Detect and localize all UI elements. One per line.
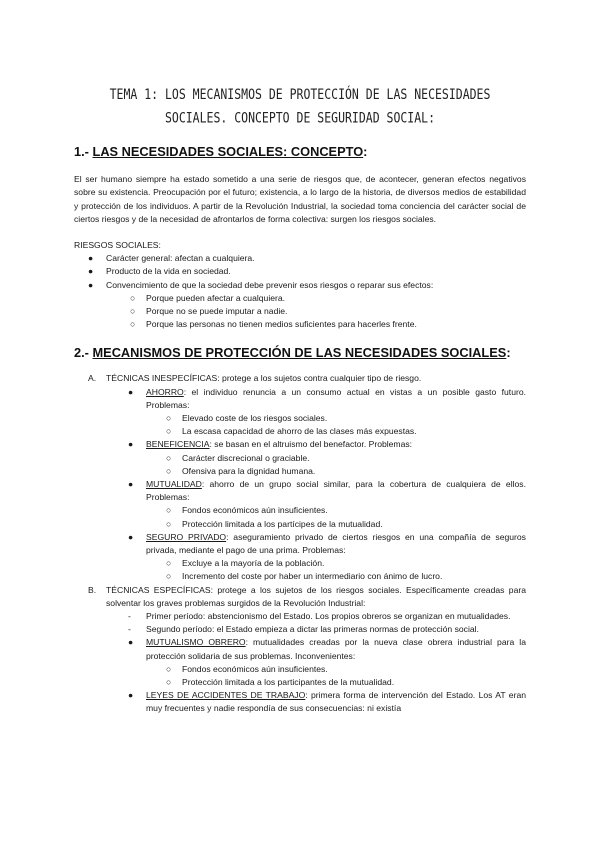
list-item <box>74 279 526 332</box>
list-item <box>146 663 526 676</box>
list-item <box>146 557 526 570</box>
section-1-heading <box>74 144 526 159</box>
risks-list <box>74 252 526 331</box>
sublist <box>146 557 526 583</box>
leyes-accidentes-text: : primera forma de intervención del Estado. Los AT eran muy frecuentes y nadie respondía de sus consecuencias: ni existía <box>146 690 527 714</box>
list-item-text: Carácter discrecional o graciable. <box>182 452 310 463</box>
list-item <box>74 292 526 305</box>
bullet-icon: ● <box>88 279 94 290</box>
dash-icon: - <box>128 624 131 635</box>
list-item <box>146 452 526 465</box>
list-item <box>146 465 526 478</box>
list-item-text: Porque no se puede imputar a nadie. <box>146 306 288 316</box>
circle-bullet-icon: ○ <box>166 663 172 674</box>
list-item-text: Fondos económicos aún insuficientes. <box>182 663 328 674</box>
list-item <box>146 570 526 583</box>
sublist <box>146 412 526 438</box>
bullet-icon: ● <box>128 637 134 648</box>
technique-b-text: TÉCNICAS ESPECÍFICAS: protege a los sujetos de los riesgos sociales. Específicamente creadas para solventar los graves problemas surgidos de la Revolución Industrial: <box>106 584 526 608</box>
circle-bullet-icon: ○ <box>166 413 172 424</box>
section-1-number: 1.- <box>74 144 93 159</box>
technique-b <box>74 584 526 716</box>
circle-bullet-icon: ○ <box>166 571 172 582</box>
dash-icon: - <box>128 611 131 622</box>
list-item <box>114 610 526 623</box>
section-1-paragraph: El ser humano siempre ha estado sometido a una serie de riesgos que, de acontecer, generan efectos negativos sobre su existencia. Preocupación por el futuro; existencia, a lo largo de la historia, de diversos medios de estabilidad y protección de los individuos. A partir de la Revolución Industrial, la sociedad toma conciencia del carácter social de ciertos riesgos y de la necesidad de afrontarlos de forma colectiva: surgen los riesgos sociales. <box>74 174 526 224</box>
section-2-colon: : <box>506 345 511 361</box>
list-item <box>114 623 526 636</box>
list-item <box>74 265 526 278</box>
section-1-title: LAS NECESIDADES SOCIALES: CONCEPTO <box>92 144 364 159</box>
list-item-text: Carácter general: afectan a cualquiera. <box>106 253 255 264</box>
list-item-text: La escasa capacidad de ahorro de las clases más expuestas. <box>182 426 417 437</box>
list-item <box>114 386 526 439</box>
beneficencia-term: BENEFICENCIA <box>146 439 210 450</box>
list-item <box>74 252 526 265</box>
list-item <box>146 425 526 438</box>
mutualidad-text: : ahorro de un grupo social similar, para la cobertura de cualquiera de ellos. Problemas: <box>146 479 526 503</box>
bullet-icon: ● <box>128 439 134 450</box>
section-2-title: MECANISMOS DE PROTECCIÓN DE LAS NECESIDADES SOCIALES <box>92 345 507 361</box>
technique-a-sublist <box>114 386 526 584</box>
list-item-text: Incremento del coste por haber un intermediario con ánimo de lucro. <box>182 571 443 582</box>
circle-bullet-icon: ○ <box>166 677 172 688</box>
list-item-text: Fondos económicos aún insuficientes. <box>182 505 328 516</box>
risks-list-title: RIESGOS SOCIALES: <box>74 240 161 251</box>
list-item-text: Elevado coste de los riesgos sociales. <box>182 413 328 424</box>
list-item-text: Convencimiento de que la sociedad debe prevenir esos riesgos o reparar sus efectos: <box>106 279 434 290</box>
technique-a-text: TÉCNICAS INESPECÍFICAS: protege a los sujetos contra cualquier tipo de riesgo. <box>106 373 422 384</box>
list-item <box>146 518 526 531</box>
list-item-text: Protección limitada a los partícipes de la mutualidad. <box>182 518 383 529</box>
circle-bullet-icon: ○ <box>130 306 136 316</box>
list-item-text: Protección limitada a los participantes de la mutualidad. <box>182 677 395 688</box>
list-item-text: Ofensiva para la dignidad humana. <box>182 465 316 476</box>
bullet-icon: ● <box>88 266 94 277</box>
letter-marker: A. <box>88 373 97 384</box>
list-item <box>114 531 526 584</box>
circle-bullet-icon: ○ <box>166 426 172 437</box>
circle-bullet-icon: ○ <box>166 505 172 516</box>
mutualidad-term: MUTUALIDAD <box>146 479 202 490</box>
letter-marker: B. <box>88 584 97 595</box>
list-item <box>146 504 526 517</box>
list-item-text: Primer período: abstencionismo del Estado. Los propios obreros se organizan en mutualidades. <box>146 611 511 622</box>
section-2-number: 2.- <box>74 345 93 361</box>
list-item <box>146 676 526 689</box>
sublist <box>146 504 526 530</box>
list-item-text: Porque las personas no tienen medios suficientes para hacerles frente. <box>146 319 417 330</box>
list-item <box>146 412 526 425</box>
bullet-icon: ● <box>88 253 94 264</box>
seguro-privado-text: : aseguramiento privado de ciertos riesgos en una compañía de seguros privada, mediante el pago de una prima. Problemas: <box>146 531 526 556</box>
technique-b-sublist <box>114 610 526 716</box>
section-1-colon: : <box>363 144 368 159</box>
techniques-list <box>74 372 526 715</box>
list-item <box>114 478 526 531</box>
circle-bullet-icon: ○ <box>166 465 172 476</box>
risks-sublist <box>74 292 526 332</box>
bullet-icon: ● <box>128 531 134 542</box>
mutualismo-obrero-term: MUTUALISMO OBRERO <box>146 637 246 648</box>
list-item <box>74 318 526 331</box>
circle-bullet-icon: ○ <box>130 292 136 303</box>
bullet-icon: ● <box>128 479 134 490</box>
sublist <box>146 452 526 478</box>
ahorro-term: AHORRO <box>146 386 184 397</box>
circle-bullet-icon: ○ <box>130 319 136 330</box>
list-item <box>74 305 526 318</box>
list-item-text: Excluye a la mayoría de la población. <box>182 558 325 569</box>
circle-bullet-icon: ○ <box>166 558 172 569</box>
list-item-text: Porque pueden afectar a cualquiera. <box>146 292 286 303</box>
beneficencia-text: : se basan en el altruismo del benefactor. Problemas: <box>209 439 413 450</box>
section-2-heading <box>74 345 526 360</box>
circle-bullet-icon: ○ <box>166 518 172 529</box>
document-title: TEMA 1: LOS MECANISMOS DE PROTECCIÓN DE LAS NECESIDADES SOCIALES. CONCEPTO DE SEGURIDAD SOCIAL: <box>109 85 491 127</box>
leyes-accidentes-term: LEYES DE ACCIDENTES DE TRABAJO <box>146 690 306 701</box>
list-item <box>114 438 526 478</box>
sublist <box>146 663 526 689</box>
seguro-privado-term: SEGURO PRIVADO <box>146 531 227 542</box>
list-item-text: Segundo período: el Estado empieza a dictar las primeras normas de protección social. <box>146 624 479 635</box>
ahorro-text: : el individuo renuncia a un consumo actual en vistas a un posible gasto futuro. Problemas: <box>146 386 526 410</box>
technique-a <box>74 372 526 583</box>
bullet-icon: ● <box>128 386 134 397</box>
list-item-text: Producto de la vida en sociedad. <box>106 266 231 277</box>
list-item <box>114 636 526 689</box>
bullet-icon: ● <box>128 690 134 701</box>
mutualismo-obrero-text: : mutualidades creadas por la nueva clase obrera industrial para la protección solidaria de sus problemas. Inconvenientes: <box>146 637 526 661</box>
list-item <box>114 689 526 715</box>
circle-bullet-icon: ○ <box>166 452 172 463</box>
